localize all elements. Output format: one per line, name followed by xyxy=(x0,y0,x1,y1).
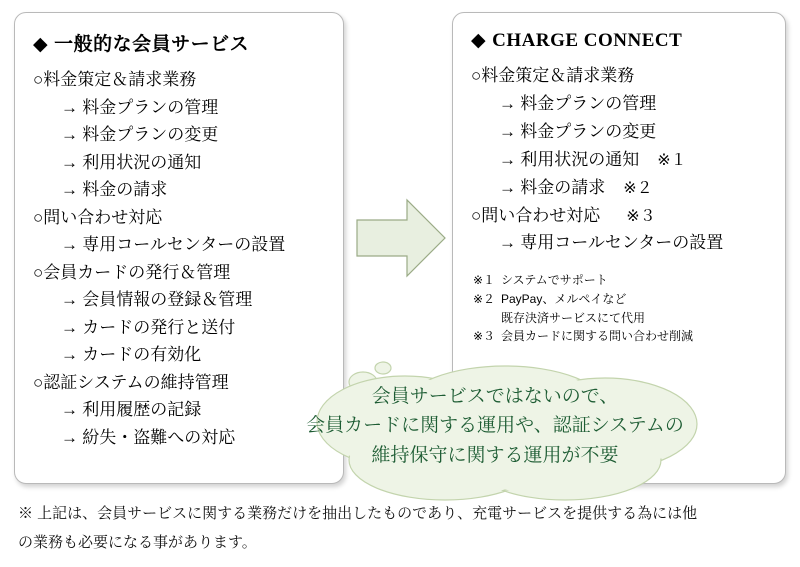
list-item: → 料金プランの変更 xyxy=(61,125,219,145)
arrow-right-icon xyxy=(355,196,447,280)
footnote-mark: ※３ xyxy=(473,329,496,344)
list-item: → 利用状況の通知 xyxy=(61,152,202,172)
panel-right-content xyxy=(453,13,785,346)
cloud-text-line: 会員カードに関する運用や、認証システムの xyxy=(306,415,684,437)
list-item-note: ※３ xyxy=(626,207,656,225)
footnote-item xyxy=(473,327,771,346)
list-item xyxy=(471,202,771,230)
list-item xyxy=(499,146,771,174)
list-item-text: → 料金プランの管理 xyxy=(499,93,657,113)
list-item: ○料金策定＆請求業務 xyxy=(33,70,197,89)
list-item-note: ※１ xyxy=(657,151,687,169)
list-item: → 料金プランの管理 xyxy=(61,97,219,117)
list-item: → 専用コールセンターの設置 xyxy=(61,235,286,255)
cloud-text-line: 会員サービスではないので、 xyxy=(371,386,619,407)
footnote-text: システムでサポート xyxy=(501,273,608,288)
footnote-text: 会員カードに関する問い合わせ削減 xyxy=(501,329,694,344)
list-item: → カードの発行と送付 xyxy=(61,317,236,337)
cloud-callout-text xyxy=(255,382,735,470)
list-item: → 料金の請求 xyxy=(61,180,168,200)
bottom-note-line: ※ 上記は、会員サービスに関する業務だけを抽出したものであり、充電サービスを提供する為には他 xyxy=(18,505,698,522)
list-item: → 会員情報の登録＆管理 xyxy=(61,290,253,310)
diamond-icon: ◆ xyxy=(471,30,487,51)
list-item-text: ○問い合わせ対応 xyxy=(471,205,601,225)
cloud-text-line: 維持保守に関する運用が不要 xyxy=(371,444,619,466)
list-item-note: ※２ xyxy=(623,179,653,197)
panel-right-title xyxy=(471,29,771,52)
panel-left-title-text: 一般的な会員サービス xyxy=(54,34,250,55)
list-item: ○会員カードの発行＆管理 xyxy=(33,262,231,282)
panel-right-title-text: CHARGE CONNECT xyxy=(492,30,683,51)
bottom-note-line: の業務も必要になる事があります。 xyxy=(18,533,257,551)
list-item xyxy=(471,62,771,90)
list-item: → 紛失・盗難への対応 xyxy=(61,427,236,447)
bottom-note xyxy=(18,500,782,557)
list-item: ○問い合わせ対応 xyxy=(33,207,163,227)
list-item xyxy=(499,174,771,202)
panel-left-title xyxy=(33,29,329,56)
list-item: → 利用履歴の記録 xyxy=(61,400,202,420)
list-item xyxy=(499,118,771,146)
list-item-text: → 料金の請求 xyxy=(499,177,606,197)
list-item-text: → 利用状況の通知 xyxy=(499,149,640,169)
list-item-text: → 専用コールセンターの設置 xyxy=(499,233,724,253)
list-item xyxy=(499,90,771,118)
list-item: ○認証システムの維持管理 xyxy=(33,372,229,392)
list-item-text: ○料金策定＆請求業務 xyxy=(471,66,635,85)
list-item: → カードの有効化 xyxy=(61,345,202,365)
list-item xyxy=(499,229,771,257)
footnote-text: PayPay、メルペイなど xyxy=(501,291,627,306)
diamond-icon: ◆ xyxy=(33,34,49,55)
footnote-mark: ※１ xyxy=(473,273,496,288)
footnote-mark: ※２ xyxy=(473,291,496,306)
footnote-item xyxy=(473,290,771,309)
footnote-list xyxy=(473,271,771,345)
footnote-item xyxy=(473,271,771,290)
footnote-subtext: 既存決済サービスにて代用 xyxy=(501,310,646,325)
list-item-text: → 料金プランの変更 xyxy=(499,121,657,141)
